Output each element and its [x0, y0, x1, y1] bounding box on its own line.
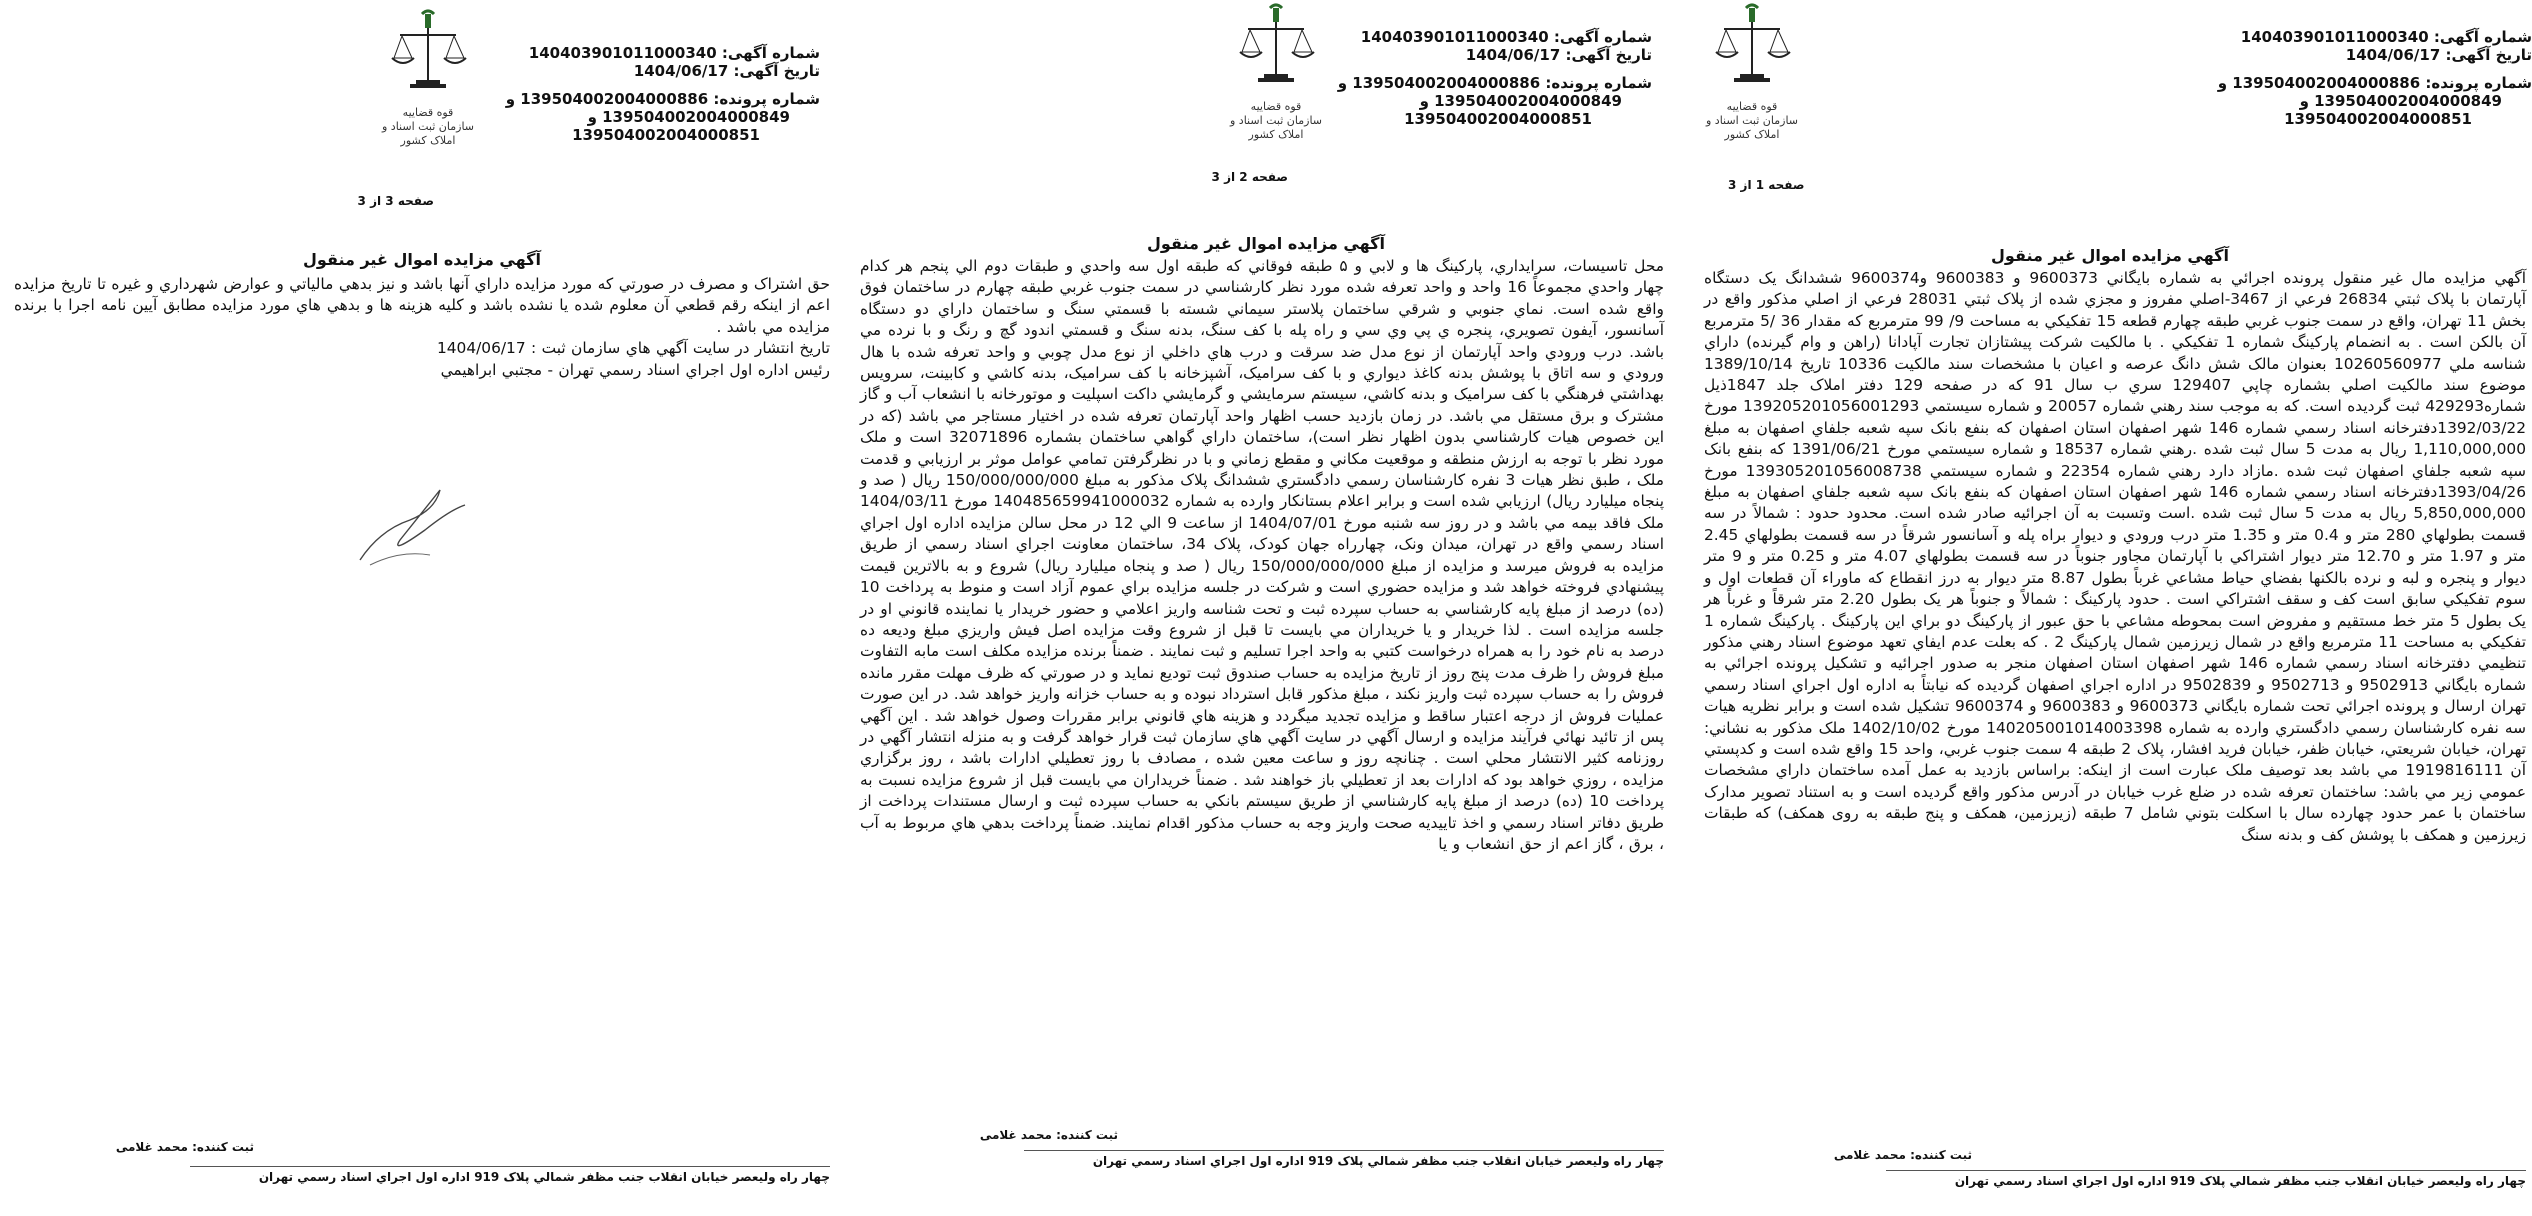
- ad-meta: [506, 44, 820, 144]
- registrar-label: ثبت کننده:: [1056, 1128, 1118, 1142]
- case-number-3: 139504002004000851: [572, 126, 760, 144]
- case-number-3: 139504002004000851: [1404, 110, 1592, 128]
- registrar-label: ثبت کننده:: [1910, 1148, 1972, 1162]
- judiciary-emblem: [1220, 0, 1332, 140]
- registrar-name: محمد غلامی: [1833, 1148, 1906, 1162]
- scales-of-justice-icon: [388, 6, 468, 106]
- ad-meta: [2218, 28, 2532, 128]
- office-address: چهار راه وليعصر خيابان انقلاب جنب مظفر شمالي پلاک 919 اداره اول اجراي اسناد رسمي تهران: [1886, 1170, 2526, 1188]
- scales-of-justice-icon: [1712, 0, 1792, 100]
- ad-title: آگهي مزايده اموال غير منقول: [303, 250, 541, 269]
- ad-page-1: [1688, 0, 2532, 1216]
- ad-date-label: تاریخ آگهی:: [733, 62, 820, 80]
- ad-title: آگهي مزايده اموال غير منقول: [1147, 234, 1385, 253]
- office-address: چهار راه وليعصر خيابان انقلاب جنب مظفر شمالي پلاک 919 اداره اول اجراي اسناد رسمي تهران: [190, 1166, 830, 1184]
- registrar-label: ثبت کننده:: [192, 1140, 254, 1154]
- registrar: [1834, 1148, 1972, 1162]
- ad-number-label: شماره آگهی:: [2433, 28, 2532, 46]
- org-line-1: قوه قضاییه: [1250, 100, 1302, 113]
- case-number-2: 139504002004000849 و: [1419, 92, 1622, 110]
- publish-date-line: تاريخ انتشار در سايت آگهي هاي سازمان ثبت : 1404/06/17: [436, 339, 830, 357]
- case-number-label: شماره پرونده:: [713, 90, 820, 108]
- org-line-2: سازمان ثبت اسناد و املاک کشور: [1229, 114, 1323, 141]
- scales-of-justice-icon: [1236, 0, 1316, 100]
- org-line-1: قوه قضاییه: [402, 106, 454, 119]
- ad-page-3: [0, 0, 844, 1216]
- org-line-1: قوه قضاییه: [1726, 100, 1778, 113]
- ad-number: 140403901011000340: [528, 44, 717, 62]
- registrar-name: محمد غلامی: [115, 1140, 188, 1154]
- page-number: صفحه 3 از 3: [357, 194, 434, 208]
- ad-date-label: تاریخ آگهی:: [2445, 46, 2532, 64]
- case-number-2: 139504002004000849 و: [2299, 92, 2502, 110]
- ad-body-text: محل تاسيسات، سرايداري، پارکينگ ها و لابي و ۵ طبقه فوقاني که طبقه اول سه واحدي و طبقات دوم الي پنجم هر کدام چهار واحدي مجموعاً 16 واحد و واحد تعرفه شده مورد نظر کارشناسي در سمت جنوب غربي طبقه چهارم در ساختمان فوق واقع شده است. نماي جنوبي و شرقي ساختمان پلاستر سيماني شسته با قسمتي سنگ و ساختمان داراي دو دستگاه آسانسور، آيفون تصويري، پنجره ي پي وي سي و راه پله با کف سنگ، بدنه سنگ و قسمتي اندود گچ و رنگ و با نرده مي باشد. درب ورودي واحد آپارتمان از نوع مدل ضد سرقت و درب هاي داخلي از نوع مدل چوبي و واحد تعرفه شده با هال ورودي و سه اتاق با پوشش بدنه کاغذ ديواري و با کف سراميک، آشپزخانه با کف سراميک، بدنه کاشي و کابينت، سرويس بهداشتي فرهنگي با کف سراميک و بدنه کاشي، سيستم سرمايشي و گرمايشي داکت اسپليت و موتورخانه با انشعاب آب و گاز مشترک و برق مستقل مي باشد. در زمان بازديد حسب اظهار واحد آپارتمان تعرفه شده در اختيار مستاجر مي باشد (که در اين خصوص هيات کارشناسي بدون اظهار نظر است)، ساختمان داراي گواهي ساختمان بشماره 32071896 است و ملک مورد نظر با توجه به ارزش منطقه و موقعيت مکاني و مقطع زماني و با در نظرگرفتن تمامي عوامل موثر بر ارزيابي و قدمت ملک ، طبق نظر هيات 3 نفره کارشناسان رسمي دادگستري ششدانگ پلاک مذکور به مبلغ 150/000/000/000 ريال ( صد و پنجاه ميليارد ريال) ارزيابي شده است و برابر اعلام بستانکار وارده به شماره 140485659941000032 مورخ 1404/03/11 ملک فاقد بيمه مي باشد و در روز سه شنبه مورخ 1404/07/01 از ساعت 9 الي 12 در محل سالن مزايده اداره اول اجراي اسناد رسمي واقع در تهران، ميدان ونک، چهارراه جهان کودک، پلاک 34، ساختمان معاونت اجراي اسناد رسمي از طريق مزايده به فروش ميرسد و مزايده از مبلغ 150/000/000/000 ريال ( صد و پنجاه ميليارد ريال) شروع و به بالاترين قيمت پيشنهادي فروخته خواهد شد و مزايده حضوري است و شرکت در جلسه مزايده براي عموم آزاد است و منوط به پرداخت 10 (ده) درصد از مبلغ پايه کارشناسي به حساب سپرده ثبت و تحت شناسه واريز اعلامي و حضور خريدار يا نماينده قانوني او در جلسه مزايده است . لذا خريدار و يا خريداران مي بايست تا قبل از شروع وقت مزايده اصل فيش واريزي مبلغ وديعه ده درصد به نام خود را به همراه درخواست کتبي به واحد اجرا تسليم و ثبت نمايند . ضمناً برنده مزايده مکلف است مابه التفاوت مبلغ فروش را ظرف مدت پنج روز از تاريخ مزايده به حساب صندوق ثبت توديع نمايد و در صورتي که ظرف مهلت مقرر مانده فروش را به حساب سپرده ثبت واريز نکند ، مبلغ مذکور قابل استرداد نبوده و به حساب خزانه واريز خواهد شد. در اين صورت عمليات فروش از درجه اعتبار ساقط و مزايده تجديد ميگردد و هزينه هاي قانوني برابر مقررات وصول خواهد شد . اين آگهي پس از تائيد نهائي فرآيند مزايده و ارسال آگهي در سايت آگهي هاي سازمان ثبت قرار خواهد گرفت و به منزله انتشار آگهي در روزنامه کثير الانتشار محلي است . چنانچه روز و ساعت معين شده ، مصادف با روز تعطيلي ادارات باشد ، روز برگزاري مزايده ، روزي خواهد بود که ادارات بعد از تعطيلي باز خواهند شد . ضمناً خريداران مي بايست قبل از شروع مزايده نسبت به پرداخت 10 (ده) درصد از مبلغ پايه کارشناسي از طريق سيستم بانکي به حساب سپرده ثبت و ارسال مستندات پرداخت از طريق دفاتر اسناد رسمي و اخذ تاييديه صحت واريز وجه به حساب مذکور اقدام نمايند. ضمناً پرداخت بدهي هاي مربوط به آب ، برق ، گاز اعم از حق انشعاب و يا: [860, 257, 1665, 853]
- case-number-3: 139504002004000851: [2284, 110, 2472, 128]
- case-number-label: شماره پرونده:: [1545, 74, 1652, 92]
- case-number-1: 139504002004000886 و: [505, 90, 709, 108]
- office-address: چهار راه وليعصر خيابان انقلاب جنب مظفر شمالي پلاک 919 اداره اول اجراي اسناد رسمي تهران: [1024, 1150, 1664, 1168]
- judiciary-emblem: [372, 6, 484, 146]
- registrar: [116, 1140, 254, 1154]
- case-number-2: 139504002004000849 و: [587, 108, 790, 126]
- case-number-1: 139504002004000886 و: [1337, 74, 1541, 92]
- ad-date: 1404/06/17: [633, 62, 729, 80]
- chief-signature-line: رئيس اداره اول اجراي اسناد رسمي تهران - مجتبي ابراهيمي: [440, 361, 830, 379]
- ad-meta: [1338, 28, 1652, 128]
- org-line-2: سازمان ثبت اسناد و املاک کشور: [1705, 114, 1799, 141]
- case-number-1: 139504002004000886 و: [2217, 74, 2421, 92]
- ad-number-label: شماره آگهی:: [1553, 28, 1652, 46]
- page-number: صفحه 2 از 3: [1211, 170, 1288, 184]
- registrar: [980, 1128, 1118, 1142]
- ad-title: آگهي مزايده اموال غير منقول: [1991, 246, 2229, 265]
- ad-page-2: [844, 0, 1688, 1216]
- org-line-2: سازمان ثبت اسناد و املاک کشور: [381, 120, 475, 147]
- registrar-name: محمد غلامی: [979, 1128, 1052, 1142]
- ad-number: 140403901011000340: [2240, 28, 2429, 46]
- ad-number-label: شماره آگهی:: [721, 44, 820, 62]
- page-number: صفحه 1 از 3: [1728, 178, 1805, 192]
- ad-date-label: تاریخ آگهی:: [1565, 46, 1652, 64]
- judiciary-emblem: [1696, 0, 1808, 140]
- handwritten-signature: [340, 470, 480, 580]
- case-number-label: شماره پرونده:: [2425, 74, 2532, 92]
- ad-number: 140403901011000340: [1360, 28, 1549, 46]
- ad-date: 1404/06/17: [1465, 46, 1561, 64]
- ad-date: 1404/06/17: [2345, 46, 2441, 64]
- ad-body-text: آگهي مزايده مال غير منقول پرونده اجرائي به شماره بايگاني 9600373 و 9600383 و9600374 ششدانگ يک دستگاه آپارتمان با پلاک ثبتي 26834 فرعي از 3467-اصلي مفروز و مجزي شده از پلاک ثبتي 28031 فرعي از اصلي مذکور واقع در بخش 11 تهران، واقع در سمت جنوب غربي طبقه چهارم قطعه 15 تفکيکي به مساحت 9/ 99 مترمربع که مقدار 36 /5 مترمربع آن بالکن است . به انضمام پارکينگ شماره 1 تفکيکي . با مالکيت شرکت پيشتازان تجارت آپادانا (راهن و وام گيرنده) داراي شناسه ملي 10260560977 بعنوان مالک شش دانگ عرصه و اعيان با مشخصات سند مالکيت 10336 تاريخ 1389/10/14 موضوع سند مالکيت اصلي بشماره چاپي 129407 سري ب سال 91 که در صفحه 129 دفتر املاک جلد 1847ذيل شماره429293 ثبت گرديده است. که به موجب سند رهني شماره 20057 و شماره سيستمي 139205201056001293 مورخ 1392/03/22دفترخانه اسناد رسمي شماره 146 شهر اصفهان استان اصفهان که بنفع بانک سپه شعبه جلفاي اصفهان به مبلغ 1,110,000,000 ريال به مدت 5 سال ثبت شده .رهني شماره 18537 و شماره سيستمي مورخ 1391/06/21 که بنفع بانک سپه شعبه جلفاي اصفهان ثبت شده .مازاد دارد رهني شماره 22354 و شماره سيستمي 139305201056008738 مورخ 1393/04/26دفترخانه اسناد رسمي شماره 146 شهر اصفهان استان اصفهان که بنفع بانک سپه شعبه جلفاي اصفهان به مبلغ 5,850,000,000 ريال به مدت 5 سال ثبت شده .است وتسبت به آن اجرائيه صادر شده است. محدود حدود : شمالاً در سه قسمت بطولهاي 280 متر و 0.4 متر و 1.35 متر درب ورودي و ديوار براه پله و آسانسور شرقاً در سه قسمت بطولهاي 2.45 متر و 1.97 متر و 12.70 متر ديوار اشتراکي با آپارتمان مجاور جنوباً در سه قسمت بطولهاي 4.07 متر و 0.25 متر و 9 متر ديوار و پنجره و لبه و نرده بالکنها بفضاي حياط مشاعي غرباً بطول 8.87 متر ديوار به درز انقطاع که ماوراء آن قطعات اول و سوم تفکيکي سابق است کف و سقف اشتراکي است . حدود پارکينگ : شمالاً و جنوباً هر يک بطول 2.20 متر شرقاً و غرباً هر يک بطول 5 متر خط مستقيم و مفروض است بمحوطه مشاعي با حق عبور از پارکينگ دو براي اين پارکينگ . پارکينگ شماره 1 تفکيکي به مساحت 11 مترمربع واقع در شمال زيرزمين شمال پارکينگ 2 . که بعلت عدم ايفاي تعهد موضوع اسناد رهني مذکور تنظيمي دفترخانه اسناد رسمي شماره 146 شهر اصفهان استان اصفهان منجر به صدور اجرائيه و تشکيل پرونده اجرائي به شماره بايگاني 9502913 و 9502713 و 9502839 در اداره اجراي اصفهان گرديده که نيابتاً به اداره اول اجراي اسناد رسمي تهران ارسال و پرونده اجرائي تحت شماره بايگاني 9600373 و 9600383 و 9600374 تشکيل شده است و برابر نظريه هيات سه نفره کارشناسان رسمي دادگستري وارده به شماره 140205001014003398 مورخ 1402/10/02 ملک مذکور به نشاني: تهران، خيابان شريعتي، خيابان ظفر، خيابان فريد افشار، پلاک 2 طبقه 4 سمت جنوب غربي، واحد 15 واقع شده است و کدپستي آن 1919816111 مي باشد بعد توصيف ملک عبارت است از اينکه: براساس بازديد به عمل آمده ساختمان داراي مشخصات عمومي زير مي باشد: ساختمان تعرفه شده در ضلع غرب خيابان در آدرس مذکور واقع گرديده است و به استناد تصوير مدارک ساختمان با عمر حدود چهارده سال با اسکلت بتوني شامل 7 طبقه (زيرزمين، همکف و پنج طبقه به روی همکف) که طبقات زيرزمين و همکف با پوشش کف و بدنه سنگ: [1704, 269, 2527, 844]
- ad-body-text: حق اشتراک و مصرف در صورتي که مورد مزايده داراي آنها باشد و نيز بدهي مالياتي و عوارض شهرداري و غيره تا تاريخ مزايده اعم از اينکه رقم قطعي آن معلوم شده يا نشده باشد و کليه هزينه ها و بدهي هاي مورد مزايده مطابق آيين نامه اجرا با برنده مزايده مي باشد .: [14, 275, 830, 336]
